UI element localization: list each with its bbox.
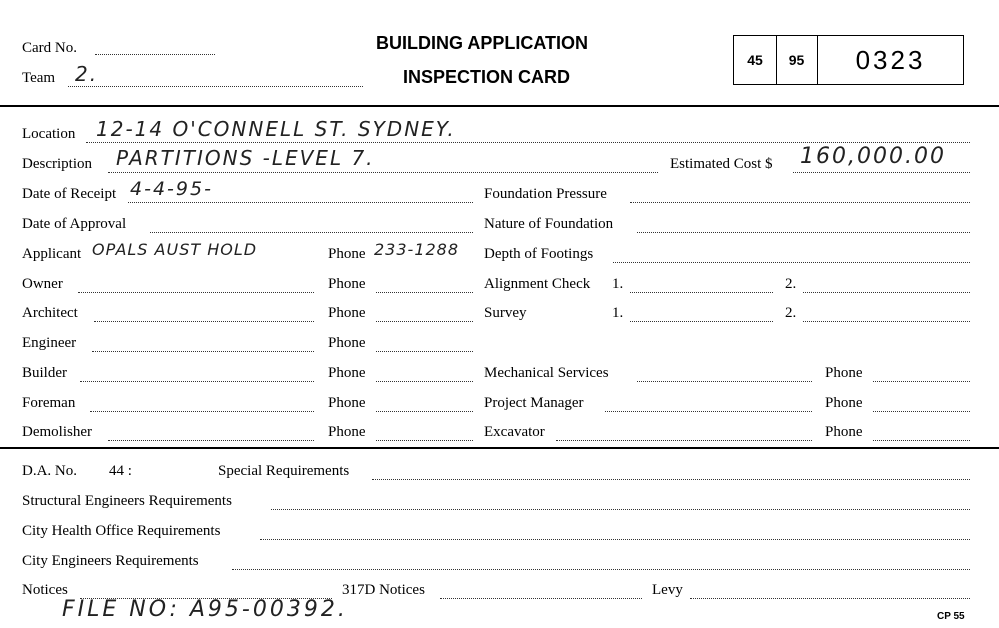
foreman-phone-label: Phone bbox=[328, 395, 366, 411]
levy-dots bbox=[690, 598, 970, 599]
applicant-label: Applicant bbox=[22, 246, 82, 262]
engineer-dots bbox=[92, 351, 314, 352]
notices-317d-label: 317D Notices bbox=[342, 582, 425, 598]
alignment-check-2-label: 2. bbox=[785, 276, 797, 292]
architect-phone-label: Phone bbox=[328, 305, 366, 321]
nature-of-foundation-dots bbox=[637, 232, 970, 233]
card-no-label: Card No. bbox=[22, 40, 77, 56]
estimated-cost-dots bbox=[793, 172, 970, 173]
engineer-phone-label: Phone bbox=[328, 335, 366, 351]
mechanical-services-phone-label: Phone bbox=[825, 365, 863, 381]
engineer-phone-dots bbox=[376, 351, 473, 352]
excavator-phone-label: Phone bbox=[825, 424, 863, 440]
applicant-value: OPALS AUST HOLD bbox=[92, 240, 258, 259]
city-health-label: City Health Office Requirements bbox=[22, 523, 221, 539]
demolisher-phone-dots bbox=[376, 440, 473, 441]
mechanical-services-dots bbox=[637, 381, 812, 382]
date-of-approval-dots bbox=[150, 232, 473, 233]
code-cell-2: 95 bbox=[776, 36, 818, 84]
demolisher-phone-label: Phone bbox=[328, 424, 366, 440]
excavator-dots bbox=[556, 440, 812, 441]
survey-1-label: 1. bbox=[612, 305, 624, 321]
owner-label: Owner bbox=[22, 276, 63, 292]
alignment-check-label: Alignment Check bbox=[484, 276, 591, 292]
estimated-cost-value: 160,000.00 bbox=[800, 144, 946, 169]
notices-317d-dots bbox=[440, 598, 642, 599]
structural-engineers-dots bbox=[271, 509, 970, 510]
builder-phone-label: Phone bbox=[328, 365, 366, 381]
engineer-label: Engineer bbox=[22, 335, 77, 351]
file-number: FILE NO: A95-00392. bbox=[62, 597, 348, 622]
location-dots bbox=[86, 142, 970, 143]
section-divider bbox=[0, 447, 999, 449]
code-cell-3: 0323 bbox=[855, 44, 926, 75]
date-of-approval-label: Date of Approval bbox=[22, 216, 127, 232]
foreman-label: Foreman bbox=[22, 395, 76, 411]
structural-engineers-label: Structural Engineers Requirements bbox=[22, 493, 232, 509]
alignment-check-2-dots bbox=[803, 292, 970, 293]
foreman-dots bbox=[90, 411, 314, 412]
nature-of-foundation-label: Nature of Foundation bbox=[484, 216, 614, 232]
team-label: Team bbox=[22, 70, 56, 86]
alignment-check-1-label: 1. bbox=[612, 276, 624, 292]
depth-of-footings-dots bbox=[613, 262, 970, 263]
special-requirements-dots bbox=[372, 479, 970, 480]
city-engineers-label: City Engineers Requirements bbox=[22, 553, 199, 569]
demolisher-label: Demolisher bbox=[22, 424, 92, 440]
da-no-value: 44 : bbox=[109, 463, 132, 479]
builder-label: Builder bbox=[22, 365, 67, 381]
survey-1-dots bbox=[630, 321, 773, 322]
team-value: 2. bbox=[75, 62, 99, 86]
excavator-label: Excavator bbox=[484, 424, 545, 440]
foreman-phone-dots bbox=[376, 411, 473, 412]
mechanical-services-label: Mechanical Services bbox=[484, 365, 609, 381]
survey-2-dots bbox=[803, 321, 970, 322]
date-of-receipt-label: Date of Receipt bbox=[22, 186, 117, 202]
excavator-phone-dots bbox=[873, 440, 970, 441]
owner-phone-label: Phone bbox=[328, 276, 366, 292]
owner-phone-dots bbox=[376, 292, 473, 293]
card-code-box bbox=[733, 35, 964, 85]
project-manager-label: Project Manager bbox=[484, 395, 584, 411]
mechanical-services-phone-dots bbox=[873, 381, 970, 382]
demolisher-dots bbox=[108, 440, 314, 441]
location-label: Location bbox=[22, 126, 76, 142]
alignment-check-1-dots bbox=[630, 292, 773, 293]
survey-2-label: 2. bbox=[785, 305, 797, 321]
title-line1: BUILDING APPLICATION bbox=[376, 33, 588, 53]
notices-label: Notices bbox=[22, 582, 68, 598]
description-label: Description bbox=[22, 156, 92, 172]
date-of-receipt-dots bbox=[128, 202, 473, 203]
team-dots bbox=[68, 86, 363, 87]
city-engineers-dots bbox=[232, 569, 970, 570]
description-value: PARTITIONS -LEVEL 7. bbox=[116, 146, 375, 170]
estimated-cost-label: Estimated Cost $ bbox=[670, 156, 773, 172]
foundation-pressure-dots bbox=[630, 202, 970, 203]
architect-dots bbox=[94, 321, 314, 322]
project-manager-phone-dots bbox=[873, 411, 970, 412]
project-manager-dots bbox=[605, 411, 812, 412]
da-no-label: D.A. No. bbox=[22, 463, 77, 479]
card-no-dots bbox=[95, 54, 215, 55]
project-manager-phone-label: Phone bbox=[825, 395, 863, 411]
date-of-receipt-value: 4-4-95- bbox=[130, 178, 213, 200]
levy-label: Levy bbox=[652, 582, 683, 598]
title-line2: INSPECTION CARD bbox=[403, 67, 571, 87]
survey-label: Survey bbox=[484, 305, 527, 321]
city-health-dots bbox=[260, 539, 970, 540]
applicant-phone-value: 233-1288 bbox=[374, 240, 460, 259]
form-code: CP 55 bbox=[937, 611, 965, 622]
code-cell-1: 45 bbox=[734, 36, 777, 84]
location-value: 12-14 O'CONNELL ST. SYDNEY. bbox=[96, 117, 456, 141]
builder-dots bbox=[80, 381, 314, 382]
applicant-phone-label: Phone bbox=[328, 246, 366, 262]
foundation-pressure-label: Foundation Pressure bbox=[484, 186, 607, 202]
description-dots bbox=[108, 172, 658, 173]
architect-phone-dots bbox=[376, 321, 473, 322]
special-requirements-label: Special Requirements bbox=[218, 463, 350, 479]
header-divider bbox=[0, 105, 999, 107]
owner-dots bbox=[78, 292, 314, 293]
architect-label: Architect bbox=[22, 305, 78, 321]
builder-phone-dots bbox=[376, 381, 473, 382]
depth-of-footings-label: Depth of Footings bbox=[484, 246, 594, 262]
